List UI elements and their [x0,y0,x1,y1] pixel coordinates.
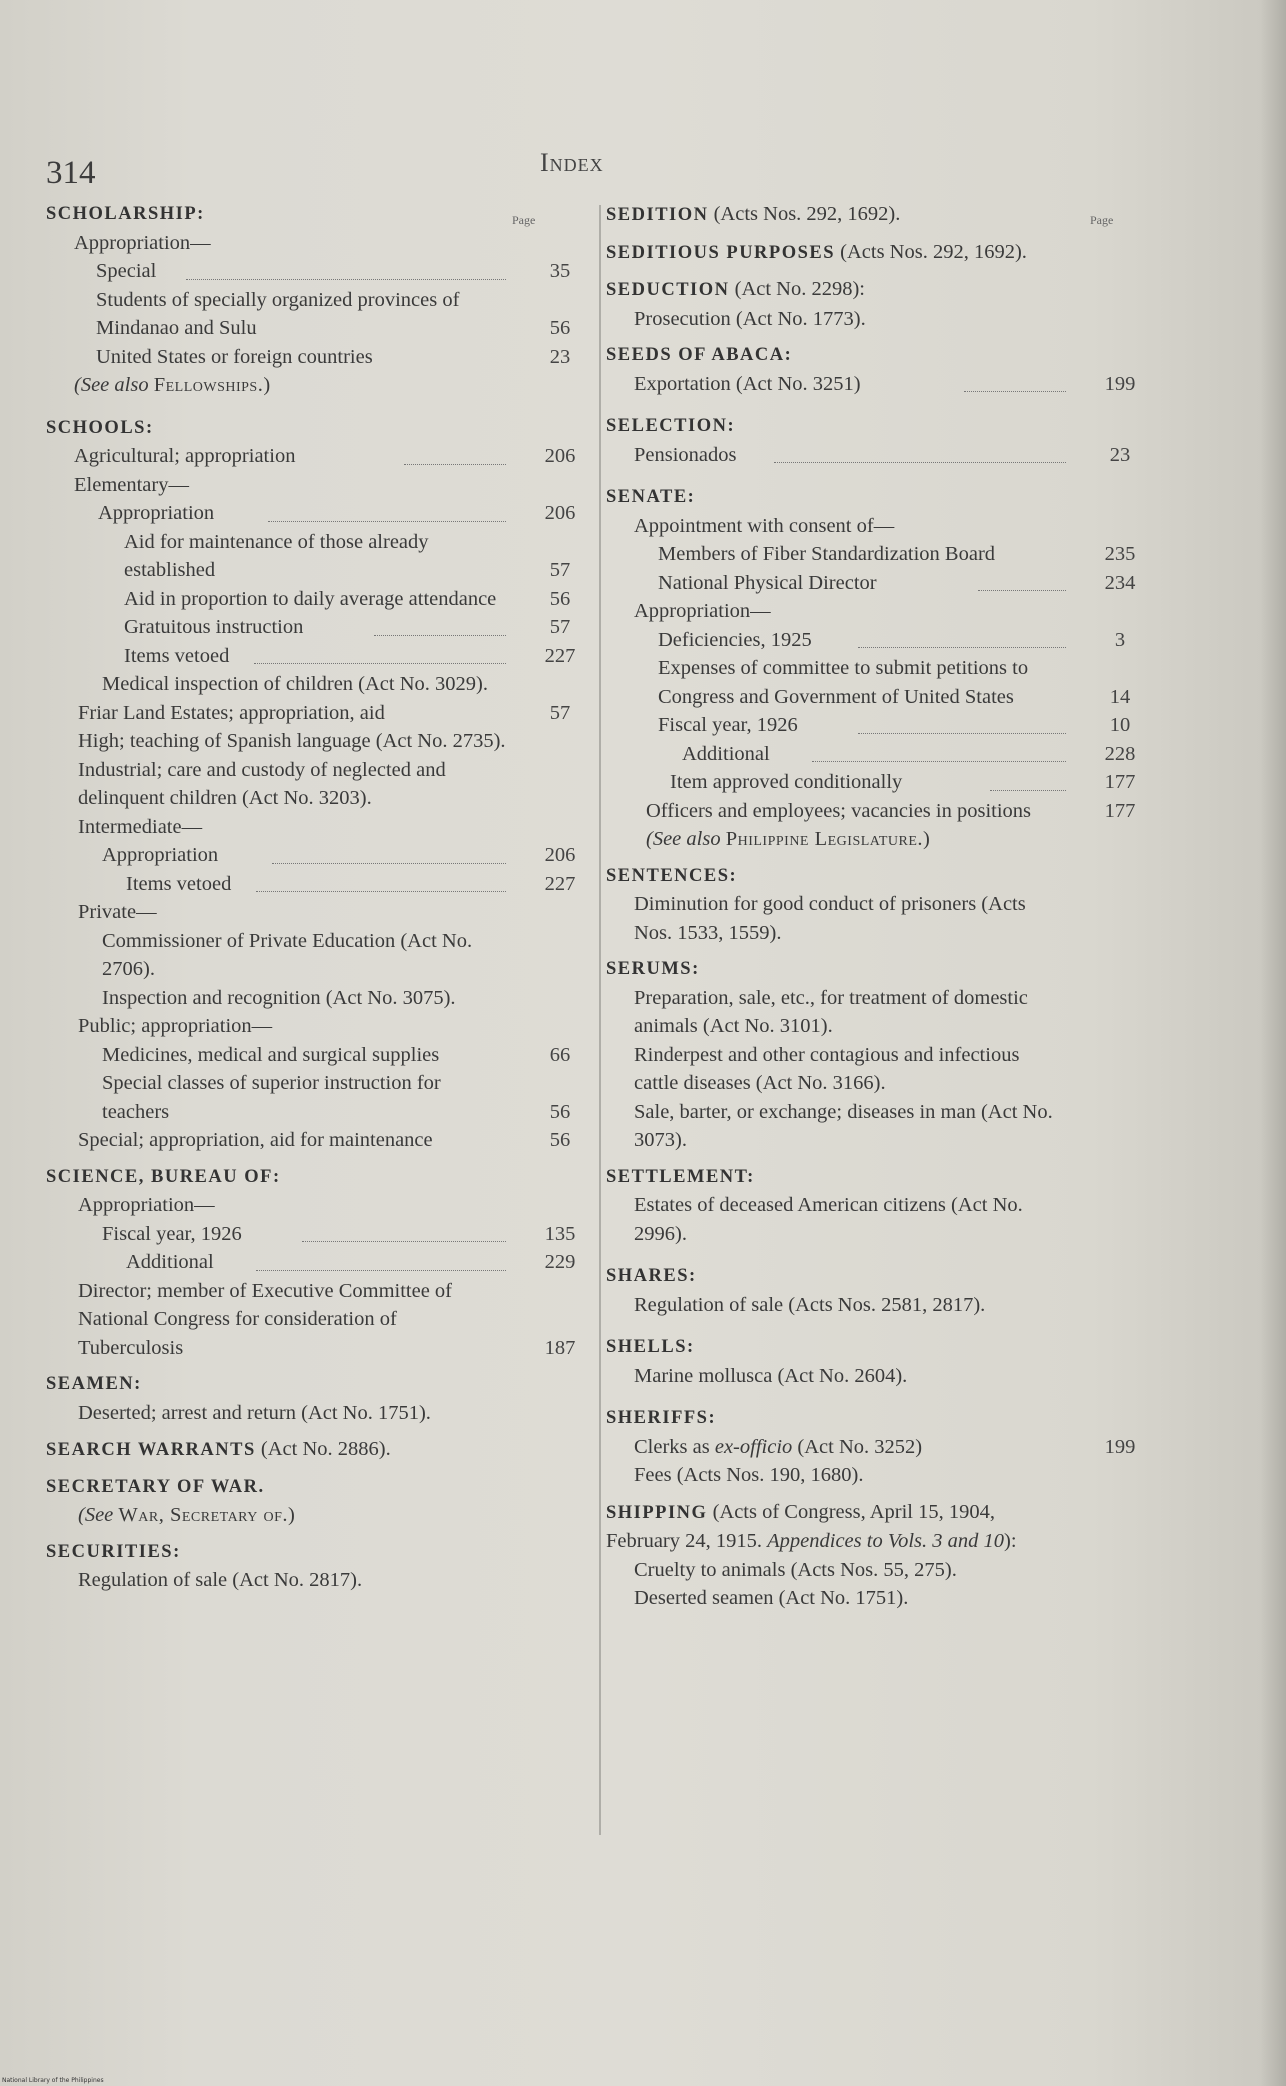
subentry: Commissioner of Private Education (Act No. 2706). [102,929,473,980]
subentry: Appropriation— [74,231,211,254]
subentry: Estates of deceased American citizens (Act No. 2996). [634,1194,1023,1245]
entry-heading-secretary-of-war: SECRETARY OF WAR. [46,1476,265,1497]
subentry-with-page: Additional 228 [682,742,1136,765]
entry-heading-seduction: SEDUCTION (Act No. 2298): [606,278,866,300]
cross-reference: (See also Philippine Legislature.) [646,828,931,850]
subentry-with-page: Special; appropriation, aid for maintenance 56 [78,1129,571,1151]
subentry: Appropriation— [634,600,771,622]
subentry: Medical inspection of children (Act No. 3029). [102,673,488,695]
entry-heading-sentences: SENTENCES: [606,865,738,886]
subentry-with-page: Special classes of superior instruction for teachers 56 [102,1072,571,1123]
subentry: Diminution for good conduct of prisoners (Acts Nos. 1533, 1559). [634,893,1026,944]
subentry-with-page: Deficiencies, 1925 3 [658,628,1126,651]
subentry: Inspection and recognition (Act No. 3075). [102,986,456,1009]
running-head: Index [540,148,604,177]
entry-heading-selection: SELECTION: [606,416,736,436]
subentry-with-page: Item approved conditionally 177 [670,771,1136,793]
subentry-with-page: Aid in proportion to daily average attendance 56 [124,587,571,610]
entry-heading-seeds-of-abaca: SEEDS OF ABACA: [606,345,793,365]
subentry-with-page: Fiscal year, 1926 10 [658,714,1131,736]
subentry-with-page: Medicines, medical and surgical supplies 66 [102,1043,571,1066]
entry-heading-shares: SHARES: [606,1266,697,1286]
subentry-with-page: United States or foreign countries 23 [96,345,571,368]
subentry: Cruelty to animals (Acts Nos. 55, 275). [634,1558,957,1581]
subentry-with-page: Members of Fiber Standardization Board 235 [658,543,1136,565]
entry-heading-sedition: SEDITION (Acts Nos. 292, 1692). [606,203,901,225]
subentry-with-page: Students of specially organized provinces of Mindanao and Sulu 56 [96,288,571,339]
right-column [606,200,1146,1613]
subentry-with-page: Appropriation 206 [102,844,576,866]
subentry-with-page: Special 35 [96,260,571,282]
entry-heading-shipping: SHIPPING (Acts of Congress, April 15, 1904, February 24, 1915. Appendices to Vols. 3 and 10): [606,1500,1017,1552]
subentry-with-page: Expenses of committee to submit petitions to Congress and Government of United States 14 [658,657,1131,708]
cross-reference: (See War, Secretary of.) [78,1504,296,1526]
subentry-with-page: Appropriation 206 [98,502,576,524]
subentry-with-page: Agricultural; appropriation 206 [74,445,576,467]
subentry-with-page: Exportation (Act No. 3251) 199 [634,372,1136,395]
page-column-label-right: Page [1090,213,1114,227]
subentry: Private— [78,901,157,923]
entry-heading-science: SCIENCE, BUREAU OF: [46,1166,281,1187]
subentry-with-page: Clerks as ex-officio (Act No. 3252) 199 [634,1435,1136,1458]
subentry: Prosecution (Act No. 1773). [634,307,866,330]
entry-heading-serums: SERUMS: [606,959,700,979]
page-number: 314 [46,155,96,191]
entry-heading-senate: SENATE: [606,487,696,507]
scan-footer: National Library of the Philippines [2,2077,104,2084]
entry-heading-scholarship: SCHOLARSHIP: [46,204,205,224]
subentry: Appointment with consent of— [634,514,895,537]
subentry-with-page: National Physical Director 234 [658,571,1136,594]
subentry: Industrial; care and custody of neglected and delinquent children (Act No. 3203). [78,758,446,809]
page-edge-shadow [1260,0,1286,2086]
subentry: Appropriation— [78,1194,215,1216]
subentry-with-page: Fiscal year, 1926 135 [102,1222,576,1245]
subentry: Regulation of sale (Acts Nos. 2581, 2817). [634,1293,986,1316]
subentry-with-page: Additional 229 [126,1251,576,1273]
page-column-label-left: Page [512,213,536,227]
subentry-with-page: Aid for maintenance of those already established 57 [124,530,571,581]
subentry-with-page: Director; member of Executive Committee of National Congress for consideration of Tuberculosis 187 [78,1279,576,1359]
subentry-with-page: Friar Land Estates; appropriation, aid 57 [78,701,571,724]
column-divider [599,205,601,1835]
subentry: Regulation of sale (Act No. 2817). [78,1569,363,1591]
subentry: Fees (Acts Nos. 190, 1680). [634,1464,864,1486]
subentry: Deserted; arrest and return (Act No. 1751). [78,1401,431,1424]
subentry: High; teaching of Spanish language (Act No. 2735). [78,730,506,752]
entry-heading-sheriffs: SHERIFFS: [606,1408,717,1428]
subentry: Rinderpest and other contagious and infectious cattle diseases (Act No. 3166). [634,1043,1020,1094]
cross-reference: (See also Fellowships.) [74,374,271,396]
entry-heading-shells: SHELLS: [606,1337,695,1357]
entry-heading-search-warrants: SEARCH WARRANTS (Act No. 2886). [46,1438,391,1460]
subentry-with-page: Gratuitous instruction 57 [124,616,571,638]
subentry-with-page: Items vetoed 227 [124,644,576,667]
entry-heading-seditious-purposes: SEDITIOUS PURPOSES (Acts Nos. 292, 1692). [606,240,1027,263]
subentry-with-page: Pensionados 23 [634,443,1131,466]
entry-heading-seamen: SEAMEN: [46,1374,142,1394]
entry-heading-schools: SCHOOLS: [46,417,154,438]
subentry: Intermediate— [78,815,203,838]
entry-heading-securities: SECURITIES: [46,1541,181,1562]
subentry: Marine mollusca (Act No. 2604). [634,1364,908,1387]
entry-heading-settlement: SETTLEMENT: [606,1166,755,1187]
subentry-with-page: Items vetoed 227 [126,872,576,895]
left-column [46,200,586,1595]
subentry: Public; appropriation— [78,1015,273,1037]
subentry: Preparation, sale, etc., for treatment of domestic animals (Act No. 3101). [634,986,1028,1037]
subentry: Elementary— [74,473,189,496]
subentry-with-page: Officers and employees; vacancies in positions 177 [646,799,1136,822]
subentry: Sale, barter, or exchange; diseases in man (Act No. 3073). [634,1100,1053,1151]
subentry: Deserted seamen (Act No. 1751). [634,1587,909,1609]
